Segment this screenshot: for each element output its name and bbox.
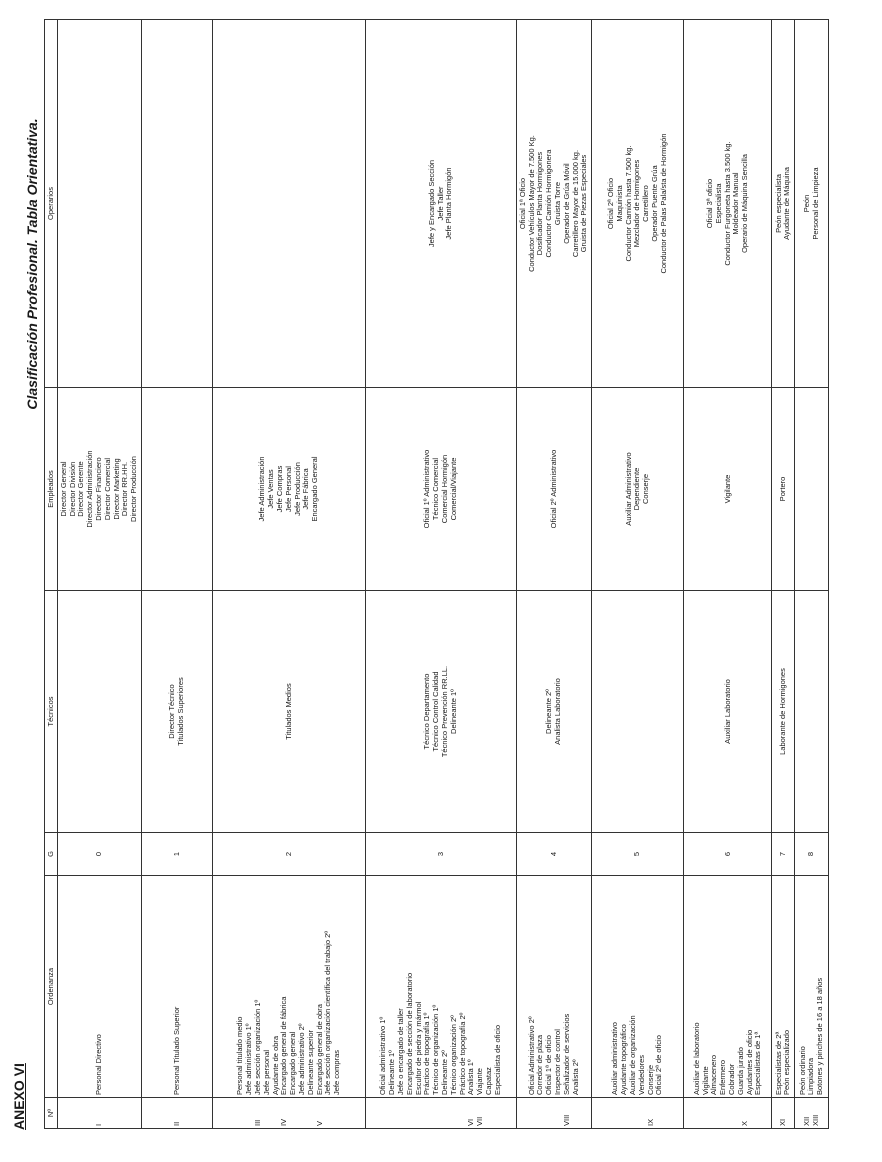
cell-line: Analista 2º bbox=[570, 1059, 580, 1095]
cell-line: Conductor Vehículos Mayor de 7.500 Kg. bbox=[526, 135, 536, 272]
cell-line: Jefe administrativo 2º bbox=[296, 1023, 306, 1095]
cell-line: Operador de Grúa Móvil bbox=[561, 163, 571, 244]
cell-line: Comercial/Viajante bbox=[448, 457, 458, 521]
cell-line: III bbox=[252, 1119, 262, 1126]
cell-line: Ayudante topográfico bbox=[619, 1024, 629, 1095]
table-row bbox=[592, 20, 684, 1129]
cell-line: Jefe Fábrica bbox=[301, 468, 311, 510]
cell-n bbox=[772, 1098, 795, 1129]
cell-line: Director Técnico bbox=[167, 684, 177, 739]
cell-line: Carretillero bbox=[641, 185, 651, 222]
cell-tecnicos bbox=[795, 591, 829, 833]
cell-tecnicos bbox=[366, 591, 517, 833]
cell-line: Enfermero bbox=[718, 1059, 728, 1095]
table-header-row bbox=[45, 20, 58, 1129]
cell-n bbox=[516, 1098, 591, 1129]
cell-line: Conductor Furgoneta hasta 3.500 kg. bbox=[722, 141, 732, 266]
cell-line: Técnico Control Calidad bbox=[431, 671, 441, 752]
cell-tecnicos bbox=[592, 591, 684, 833]
cell-ordenanza bbox=[141, 876, 212, 1098]
cell-line: Auxiliar Laboratorio bbox=[722, 679, 732, 744]
cell-empleados bbox=[772, 388, 795, 591]
cell-line: Técnico de organización 1º bbox=[431, 1004, 441, 1095]
cell-line bbox=[415, 1100, 424, 1126]
cell-line: Encargado General bbox=[310, 456, 320, 522]
cell-line: Director Comercial bbox=[102, 457, 112, 521]
cell-line: Analista 1º bbox=[466, 1059, 476, 1095]
cell-operarios bbox=[684, 20, 772, 388]
cell-ordenanza bbox=[516, 876, 591, 1098]
cell-line: Encargado general bbox=[288, 1031, 298, 1095]
cell-line: Mezclador de Hormigones bbox=[632, 159, 642, 248]
cell-ordenanza bbox=[213, 876, 366, 1098]
cell-line: Jefe Planta Hormigón bbox=[444, 167, 454, 240]
cell-line: Oficial 2ª de oficio bbox=[654, 1035, 664, 1095]
cell-operarios bbox=[58, 20, 142, 388]
cell-line: Conductor de Palas Pala/sta de Hormigón bbox=[658, 133, 668, 274]
cell-line: Director RR.HH. bbox=[120, 461, 130, 517]
table-row bbox=[516, 20, 591, 1129]
cell-line: Conductor Camión hasta 7.500 kg. bbox=[623, 145, 633, 262]
cell-empleados bbox=[213, 388, 366, 591]
table-row bbox=[795, 20, 829, 1129]
cell-line: Oficial 3ª oficio bbox=[704, 178, 714, 229]
cell-line: Laborante de Hormigones bbox=[778, 668, 788, 755]
cell-n bbox=[366, 1098, 517, 1129]
cell-line: Jefe sección organización 1º bbox=[252, 999, 262, 1095]
cell-line: Auxiliar de laboratorio bbox=[691, 1022, 701, 1095]
cell-tecnicos bbox=[58, 591, 142, 833]
cell-line: Ayudantes de oficio bbox=[744, 1029, 754, 1095]
cell-line: Personal de Limpieza bbox=[810, 167, 820, 240]
cell-line: Jefe Producción bbox=[292, 462, 302, 516]
cell-line: Analista Laboratorio bbox=[553, 678, 563, 745]
cell-line: Director General bbox=[58, 461, 68, 517]
cell-line: Director Financiero bbox=[94, 457, 104, 521]
cell-line: Delineante superior bbox=[305, 1029, 315, 1095]
cell-g: 4 bbox=[516, 833, 591, 876]
cell-line: Delineante 2º bbox=[544, 689, 554, 734]
cell-line: Personal titulado medio bbox=[235, 1016, 245, 1095]
table-row bbox=[213, 20, 366, 1129]
cell-line: Maquinista bbox=[614, 185, 624, 222]
cell-n bbox=[592, 1098, 684, 1129]
cell-operarios bbox=[366, 20, 517, 388]
cell-line: Gruista Torre bbox=[553, 181, 563, 226]
cell-line: V bbox=[314, 1120, 324, 1126]
cell-line: XII bbox=[801, 1116, 811, 1126]
cell-line: Ayudante de obra bbox=[270, 1035, 280, 1095]
cell-line: Director Administración bbox=[85, 450, 95, 528]
cell-line: Delineante 1º bbox=[448, 689, 458, 734]
cell-ordenanza bbox=[366, 876, 517, 1098]
cell-empleados bbox=[684, 388, 772, 591]
cell-operarios bbox=[772, 20, 795, 388]
cell-line: Oficial Administrativo 2º bbox=[526, 1016, 536, 1095]
cell-line: Director División bbox=[67, 461, 77, 517]
cell-line: Técnico Prevención RR.LL. bbox=[439, 665, 449, 758]
cell-line: VIII bbox=[561, 1114, 571, 1126]
cell-line: VII bbox=[475, 1116, 485, 1126]
cell-empleados bbox=[141, 388, 212, 591]
cell-operarios bbox=[516, 20, 591, 388]
cell-empleados bbox=[58, 388, 142, 591]
cell-line: Práctico de topografía 1º bbox=[422, 1012, 432, 1095]
cell-line: Peón bbox=[801, 194, 811, 213]
cell-line: XI bbox=[778, 1118, 788, 1126]
cell-line bbox=[423, 1100, 432, 1126]
cell-line bbox=[706, 1100, 715, 1126]
cell-line: Auxiliar administrativo bbox=[610, 1022, 620, 1095]
cell-line: II bbox=[171, 1121, 181, 1126]
cell-line: Vendedores bbox=[636, 1054, 646, 1095]
cell-g: 7 bbox=[772, 833, 795, 876]
cell-line bbox=[620, 1100, 629, 1126]
cell-n bbox=[213, 1098, 366, 1129]
cell-line: Oficial 2º Administrativo bbox=[548, 449, 558, 529]
cell-line bbox=[629, 1100, 638, 1126]
cell-line: Operador Puente Grúa bbox=[650, 165, 660, 242]
cell-tecnicos bbox=[772, 591, 795, 833]
cell-operarios bbox=[795, 20, 829, 388]
cell-line: Jefe Compras bbox=[274, 465, 284, 513]
cell-tecnicos bbox=[516, 591, 591, 833]
annex-label: ANEXO VI bbox=[11, 1063, 27, 1130]
cell-line: Escultor de piedra y mármol bbox=[413, 1001, 423, 1095]
cell-line bbox=[536, 1100, 545, 1126]
table-row bbox=[58, 20, 142, 1129]
cell-empleados bbox=[592, 388, 684, 591]
cell-line: Jefe Administración bbox=[257, 456, 267, 522]
cell-line: Señalizador de servicios bbox=[561, 1013, 571, 1095]
page-title: Clasificación Profesional. Tabla Orientativa. bbox=[24, 118, 40, 410]
cell-line: Corredor de plaza bbox=[535, 1034, 545, 1095]
cell-line: Peón especializado bbox=[782, 1029, 792, 1095]
cell-n bbox=[141, 1098, 212, 1129]
cell-line bbox=[289, 1100, 298, 1126]
cell-line: Personal Directivo bbox=[94, 1034, 104, 1095]
cell-line: Oficial 1ª Oficio bbox=[517, 177, 527, 230]
cell-ordenanza bbox=[772, 876, 795, 1098]
cell-line: Técnico Comercial bbox=[431, 457, 441, 521]
cell-line: Peón ordinario bbox=[797, 1046, 807, 1095]
header-tecnicos: Técnicos bbox=[45, 591, 58, 833]
cell-line: Técnico Departamento bbox=[422, 673, 432, 750]
cell-empleados bbox=[795, 388, 829, 591]
cell-line: Conserje bbox=[641, 474, 651, 505]
cell-line: Ayudante de Máquina bbox=[782, 167, 792, 240]
cell-line: Personal Titulado Superior bbox=[171, 1006, 181, 1095]
cell-empleados bbox=[516, 388, 591, 591]
cell-line bbox=[715, 1100, 724, 1126]
cell-operarios bbox=[592, 20, 684, 388]
cell-line bbox=[298, 1100, 307, 1126]
cell-tecnicos bbox=[213, 591, 366, 833]
cell-line: Oficial administrativo 1º bbox=[378, 1016, 388, 1095]
cell-line: Oficial 1º Administrativo bbox=[422, 449, 432, 529]
cell-line: Vigilante bbox=[700, 1066, 710, 1095]
cell-line: Conductor Camión Hormigonera bbox=[544, 149, 554, 258]
cell-line: Oficial 2ª Oficio bbox=[606, 177, 616, 230]
cell-operarios bbox=[213, 20, 366, 388]
cell-line: Moldeador Manual bbox=[731, 172, 741, 235]
cell-line: Gruista de Piezas Especiales bbox=[579, 154, 589, 253]
cell-ordenanza bbox=[795, 876, 829, 1098]
cell-line bbox=[432, 1100, 441, 1126]
cell-line: Cobrador bbox=[726, 1063, 736, 1095]
cell-line: IV bbox=[279, 1118, 289, 1126]
cell-line: Práctico de topografía 2º bbox=[457, 1012, 467, 1095]
cell-line: Jefe Taller bbox=[435, 186, 445, 221]
cell-line: Delineante 2º bbox=[439, 1050, 449, 1095]
cell-line: Especialista de oficio bbox=[492, 1024, 502, 1095]
cell-line: Botones y pinches de 16 a 18 años bbox=[815, 977, 825, 1095]
cell-line: IX bbox=[645, 1118, 655, 1126]
cell-ordenanza bbox=[684, 876, 772, 1098]
table-row bbox=[772, 20, 795, 1129]
cell-line: Dosificador Planta Hormigones bbox=[535, 151, 545, 256]
cell-line: Especialista bbox=[713, 183, 723, 224]
cell-line: Dependiente bbox=[632, 467, 642, 511]
cell-n bbox=[795, 1098, 829, 1129]
cell-empleados bbox=[366, 388, 517, 591]
cell-line: Conserje bbox=[645, 1064, 655, 1095]
header-empleados: Empleados bbox=[45, 388, 58, 591]
cell-line: Operario de Máquina Sencilla bbox=[740, 154, 750, 253]
cell-ordenanza bbox=[58, 876, 142, 1098]
header-ordenanza: Ordenanza bbox=[45, 876, 58, 1098]
cell-line: Técnico organización 2º bbox=[448, 1015, 458, 1095]
cell-line: Viajante bbox=[475, 1068, 485, 1095]
cell-line: Capataz bbox=[483, 1067, 493, 1095]
cell-line: Carretillero Mayor de 15.000 kg. bbox=[570, 149, 580, 258]
cell-line: Jefe y Encargado Sección bbox=[426, 159, 436, 248]
cell-line: Jefe Personal bbox=[283, 466, 293, 512]
cell-g: 5 bbox=[592, 833, 684, 876]
header-g: G bbox=[45, 833, 58, 876]
cell-line: Delineante 1º bbox=[387, 1050, 397, 1095]
header-n: Nº bbox=[45, 1098, 58, 1129]
cell-line bbox=[397, 1100, 406, 1126]
cell-line: Director Gerente bbox=[76, 461, 86, 517]
cell-line: Jefe compras bbox=[332, 1049, 342, 1095]
cell-line: I bbox=[94, 1123, 104, 1126]
cell-line: Especialistas de 2ª bbox=[773, 1031, 783, 1095]
cell-line: XIII bbox=[810, 1114, 820, 1126]
cell-line: Titulados Medios bbox=[283, 683, 293, 740]
cell-line: X bbox=[740, 1120, 750, 1126]
cell-n bbox=[58, 1098, 142, 1129]
cell-line: Jefe sección organización científica del trabajo 2º bbox=[323, 930, 333, 1095]
cell-line bbox=[406, 1100, 415, 1126]
cell-ordenanza bbox=[592, 876, 684, 1098]
cell-line bbox=[545, 1100, 554, 1126]
cell-line: Auxiliar Administrativo bbox=[623, 452, 633, 526]
cell-line: Jefe administrativo 1º bbox=[244, 1023, 254, 1095]
cell-line bbox=[450, 1100, 459, 1126]
cell-line bbox=[724, 1100, 733, 1126]
cell-line: Jefe o encargado de taller bbox=[395, 1008, 405, 1095]
cell-g: 3 bbox=[366, 833, 517, 876]
cell-line: Peón especialista bbox=[773, 174, 783, 233]
cell-line: Director Producción bbox=[129, 456, 139, 522]
cell-line bbox=[263, 1100, 272, 1126]
cell-line: Encargado de sección de laboratorio bbox=[404, 972, 414, 1095]
classification-table-wrapper bbox=[44, 20, 829, 1129]
cell-line: Almacenero bbox=[709, 1054, 719, 1095]
classification-table bbox=[44, 19, 829, 1129]
cell-line: Titulados Superiores bbox=[176, 677, 186, 746]
cell-line: Jefe personal bbox=[261, 1049, 271, 1095]
cell-line: Encargado general de obra bbox=[314, 1004, 324, 1095]
header-operarios: Operarios bbox=[45, 20, 58, 388]
cell-line: Portero bbox=[778, 476, 788, 502]
cell-line: Guarda jurado bbox=[735, 1047, 745, 1095]
cell-line: Inspector de control bbox=[553, 1029, 563, 1095]
cell-line: Limpiadora bbox=[806, 1057, 816, 1095]
cell-g: 2 bbox=[213, 833, 366, 876]
cell-g: 8 bbox=[795, 833, 829, 876]
cell-tecnicos bbox=[141, 591, 212, 833]
cell-g: 1 bbox=[141, 833, 212, 876]
cell-line: Oficial 1ª de oficio bbox=[544, 1035, 554, 1095]
cell-line: Vigilante bbox=[722, 474, 732, 504]
cell-line: Encargado general de fábrica bbox=[279, 996, 289, 1095]
cell-line: Comercial Hormigón bbox=[439, 454, 449, 524]
cell-g: 6 bbox=[684, 833, 772, 876]
cell-line: Auxiliar de organización bbox=[628, 1015, 638, 1095]
cell-line: Especialistas de 1ª bbox=[753, 1031, 763, 1095]
cell-line: Director Marketing bbox=[111, 458, 121, 520]
cell-tecnicos bbox=[684, 591, 772, 833]
cell-g: 0 bbox=[58, 833, 142, 876]
table-row bbox=[366, 20, 517, 1129]
cell-line bbox=[441, 1100, 450, 1126]
cell-n bbox=[684, 1098, 772, 1129]
table-row bbox=[684, 20, 772, 1129]
cell-operarios bbox=[141, 20, 212, 388]
cell-line: VI bbox=[466, 1118, 476, 1126]
table-row bbox=[141, 20, 212, 1129]
cell-line: Jefe Ventas bbox=[266, 469, 276, 509]
